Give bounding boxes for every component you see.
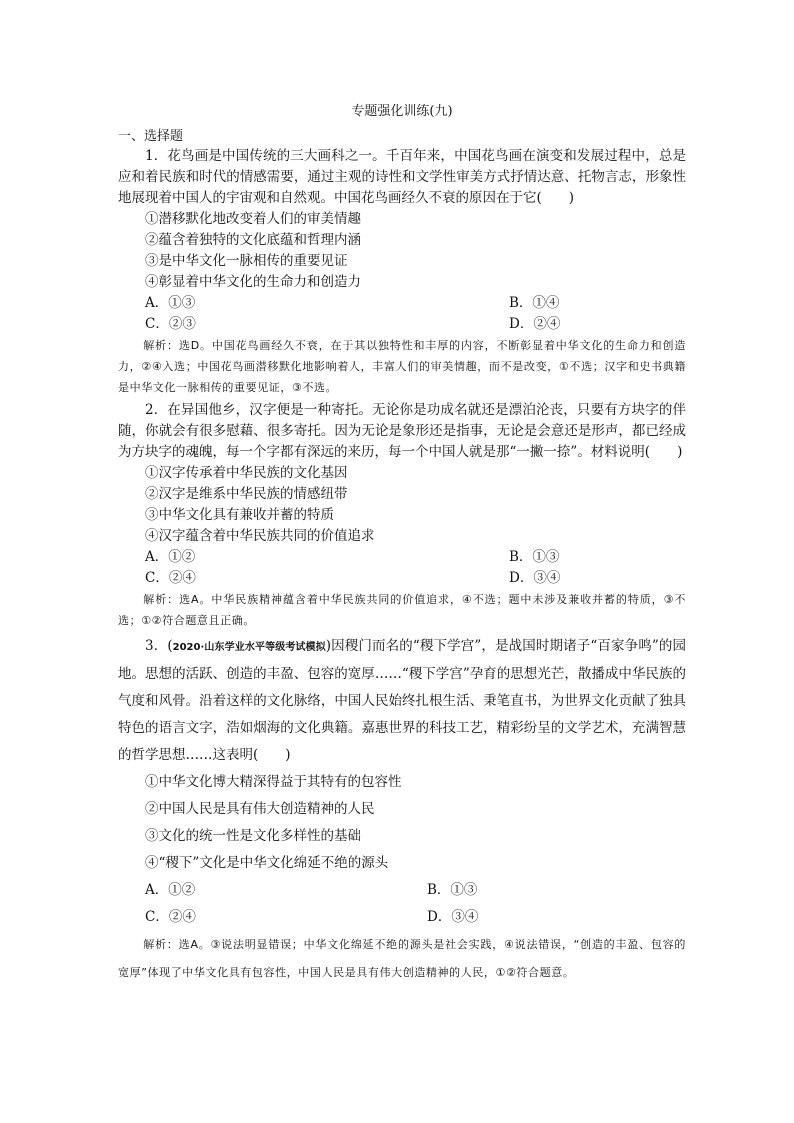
- choice-b: B．①③: [427, 882, 478, 898]
- section-heading: 一、选择题: [118, 129, 184, 144]
- statement-option: ①潜移默化地改变着人们的审美情趣: [145, 211, 361, 227]
- question-stem: 2．在异国他乡，汉字便是一种寄托。无论你是功成名就还是漂泊沦丧，只要有方块字的伴随，你就会有很多慰藉、很多寄托。因为无论是象形还是指事，无论是会意还是形声，都已经成为方块字的魂魄，每一个字都有深远的来历，每一个中国人就是那“一撇一捺”。材料说明( ): [118, 402, 686, 460]
- choice-d: D．②④: [509, 316, 561, 332]
- question-source: 2020·山东学业水平等级考试模拟: [172, 642, 326, 653]
- statement-option: ③中华文化具有兼收并蓄的特质: [145, 507, 334, 523]
- choice-d: D．③④: [427, 909, 479, 925]
- choice-c: C．②④: [145, 909, 196, 925]
- choice-d: D．③④: [509, 570, 561, 586]
- question-3: [118, 633, 686, 987]
- statement-option: ②蕴含着独特的文化底蕴和哲理内涵: [145, 232, 361, 248]
- page-title: 专题强化训练(九): [351, 104, 453, 119]
- statement-option: ①中华文化博大精深得益于其特有的包容性: [145, 774, 402, 790]
- choice-a: A．①③: [145, 295, 196, 311]
- statement-option: ③文化的统一性是文化多样性的基础: [145, 828, 361, 844]
- statement-option: ②汉字是维系中华民族的情感纽带: [145, 486, 348, 502]
- explanation: 解析：选D。中国花鸟画经久不衰，在于其以独特性和丰厚的内容，不断彰显着中华文化的生命力和创造力，②④入选；中国花鸟画潜移默化地影响着人，丰富人们的审美情趣，而不是改变，①不选；汉字和史书典籍是中华文化一脉相传的重要见证，③不选。: [118, 339, 686, 394]
- statement-option: ②中国人民是具有伟大创造精神的人民: [145, 801, 375, 817]
- answer-choices: [118, 547, 686, 589]
- answer-choices: [118, 877, 686, 931]
- statement-option: ③是中华文化一脉相传的重要见证: [145, 253, 348, 269]
- question-stem: [118, 633, 686, 769]
- document-page: [118, 100, 686, 989]
- question-stem: 1．花鸟画是中国传统的三大画科之一。千百年来，中国花鸟画在演变和发展过程中，总是应和着民族和时代的情感需要，通过主观的诗性和文学性审美方式抒情达意、托物言志，形象性地展现着中国人的宇宙观和自然观。中国花鸟画经久不衰的原因在于它( ): [118, 148, 686, 206]
- choice-b: B．①④: [509, 295, 560, 311]
- choice-c: C．②④: [145, 570, 196, 586]
- statement-option: ④“稷下”文化是中华文化绵延不绝的源头: [145, 855, 389, 871]
- choice-b: B．①③: [509, 549, 560, 565]
- statement-option: ①汉字传承着中华民族的文化基因: [145, 465, 348, 481]
- choice-c: C．②③: [145, 316, 196, 332]
- explanation: 解析：选A。中华民族精神蕴含着中华民族共同的价值追求，④不选；题中未涉及兼收并蓄的特质，③不选；①②符合题意且正确。: [118, 593, 686, 627]
- choice-a: A．①②: [145, 549, 196, 565]
- choice-a: A．①②: [145, 882, 196, 898]
- question-1: [118, 146, 686, 398]
- statement-option: ④彰显着中华文化的生命力和创造力: [145, 274, 361, 290]
- answer-choices: [118, 293, 686, 335]
- question-text: )因稷门而名的“稷下学宫”，是战国时期诸子“百家争鸣”的园地。思想的活跃、创造的丰盈、包容的宽厚……“稷下学宫”孕育的思想光芒，散播成中华民族的气度和风骨。沿着这样的文化脉络，中国人民始终扎根生活、秉笔直书，为世界文化贡献了独具特色的语言文字，浩如烟海的文化典籍。嘉惠世界的科技工艺，精彩纷呈的文学艺术，充满智慧的哲学思想……这表明( ): [118, 638, 687, 763]
- explanation: 解析：选A。③说法明显错误；中华文化绵延不绝的源头是社会实践，④说法错误，“创造的丰盈、包容的宽厚”体现了中华文化具有包容性，中国人民是具有伟大创造精神的人民，①②符合题意。: [118, 938, 686, 979]
- question-number: 3．(: [145, 638, 173, 654]
- question-2: [118, 400, 686, 631]
- statement-option: ④汉字蕴含着中华民族共同的价值追求: [145, 528, 375, 544]
